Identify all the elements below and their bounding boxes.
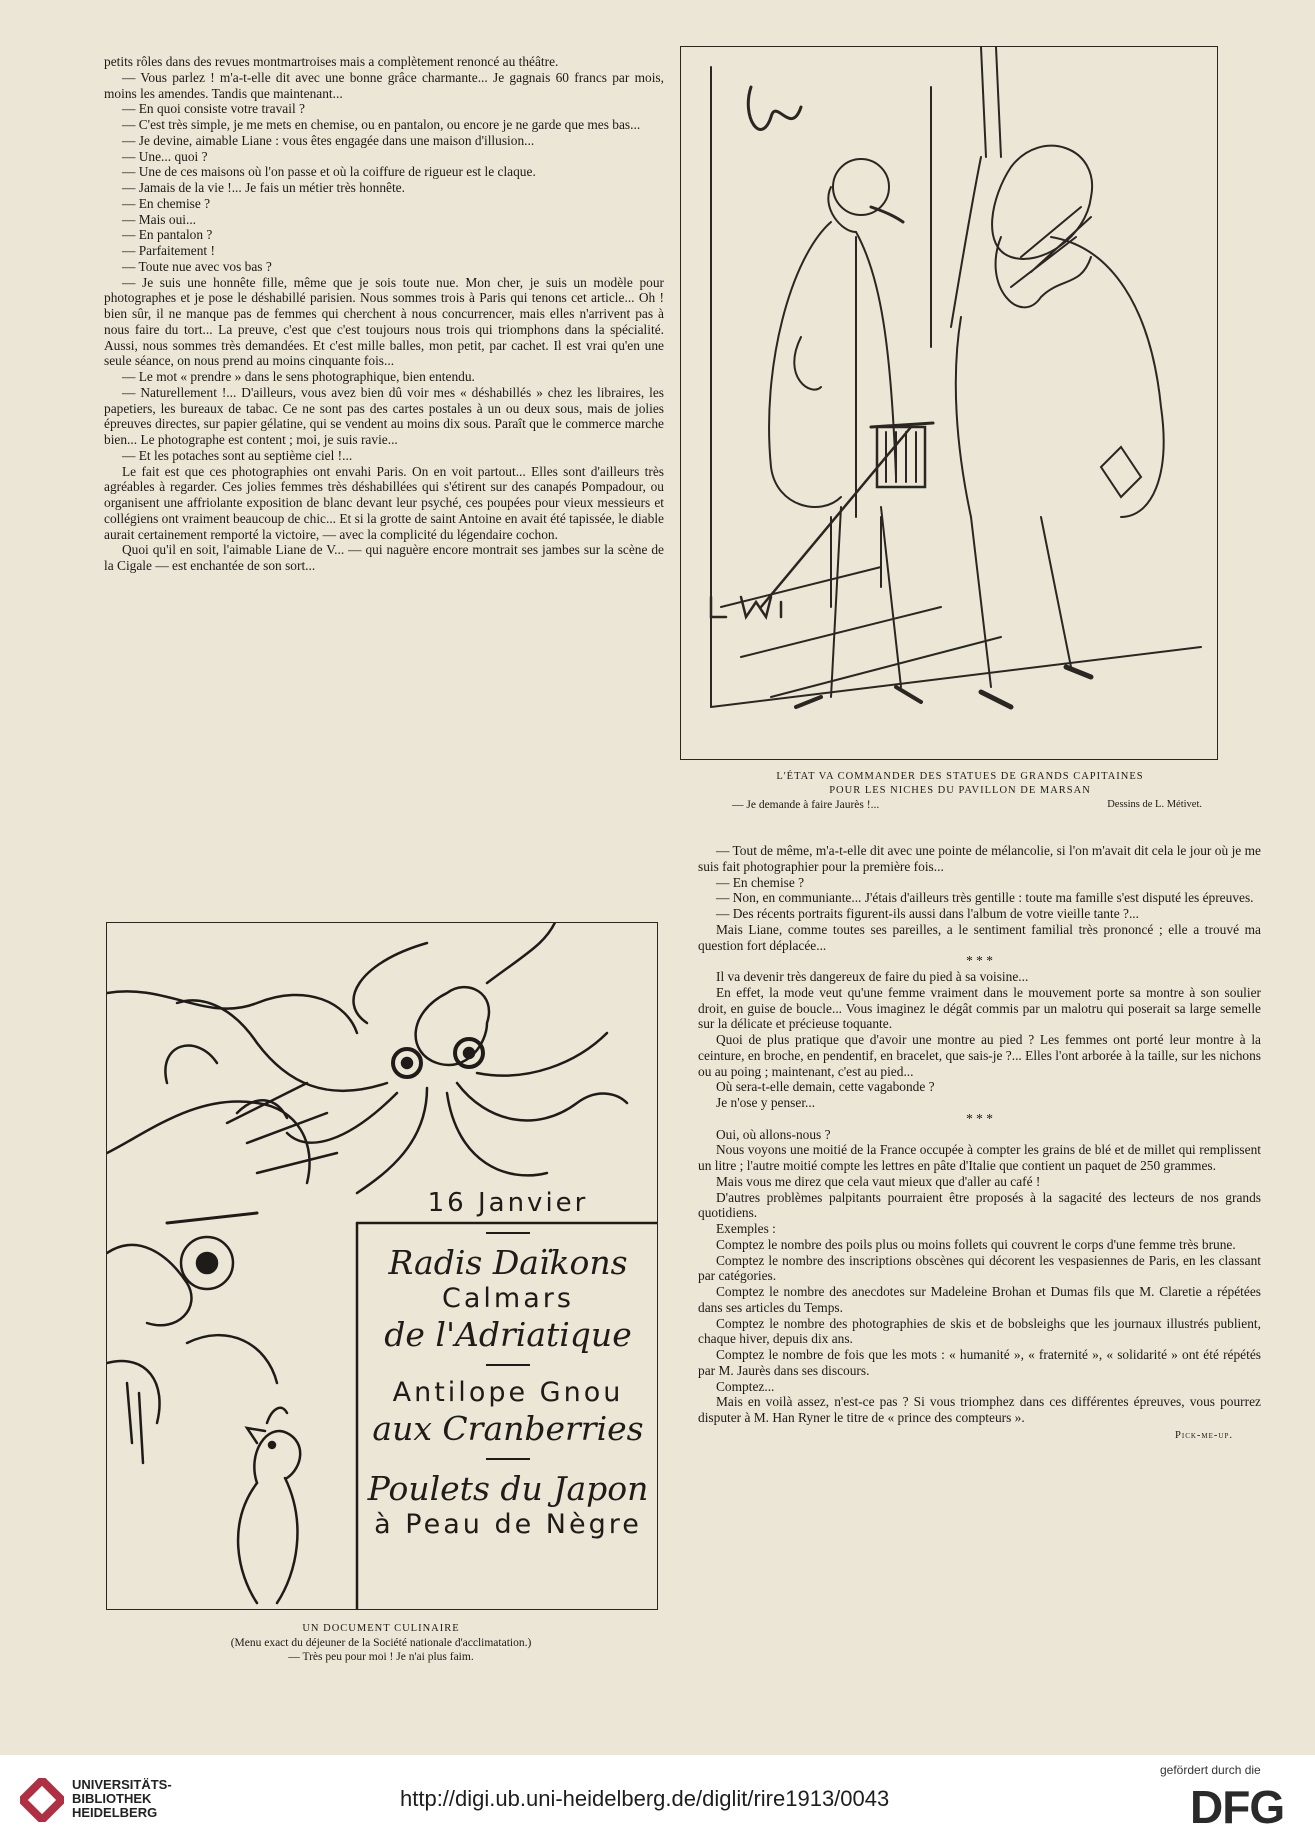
menu-caption [106,1622,656,1664]
paragraph: — Parfaitement ! [122,243,215,258]
paragraph: — En chemise ? [716,874,805,890]
paragraph: Quoi de plus pratique que d'avoir une montre au pied ? Les femmes ont porté leur montre à la ceinture, en broche, en pendentif, en bracelet, que sais-je ?... Elles l'ont arborée à la taille, sur les nichons ou au poing ; maintenant, c'est au pied... [698,1032,1261,1079]
paragraph: Nous voyons une moitié de la France occupée à compter les grains de blé et de millet qui remplissent un litre ; l'autre moitié compte les lettres en pâte d'Italie que contient un paquet de 250 grammes. [698,1142,1261,1173]
caricature-caption [680,770,1240,812]
paragraph: — En quoi consiste votre travail ? [122,101,305,117]
menu-item: Radis Daïkons [388,1243,628,1282]
menu-item: Poulets du Japon [367,1469,649,1508]
paragraph: Mais vous me direz que cela vaut mieux que d'aller au café ! [716,1173,1041,1189]
paragraph: Exemples : [716,1221,776,1236]
paragraph: petits rôles dans des revues montmartroises mais a complètement renoncé au théâtre. [104,54,559,69]
library-logo [20,1778,172,1822]
paragraph: Mais en voilà assez, n'est-ce pas ? Si vous triomphez dans ces différentes épreuves, vous pourrez disputer à M. Han Ryner le titre de « prince des compteurs ». [698,1394,1261,1425]
paragraph: — En chemise ? [122,195,211,211]
section-break: * * * [966,953,993,969]
menu-item: aux Cranberries [372,1409,644,1448]
paragraph: — Toute nue avec vos bas ? [122,258,272,274]
paragraph: — Et les potaches sont au septième ciel !... [122,447,353,463]
paragraph: Comptez le nombre de fois que les mots : « humanité », « fraternité », « solidarité » ont été répétés par M. Jaurès dans ses discours. [698,1347,1261,1378]
paragraph: — Une... quoi ? [122,148,208,164]
paragraph: Il va devenir très dangereux de faire du pied à sa voisine... [716,969,1029,984]
caption-line: POUR LES NICHES DU PAVILLON DE MARSAN [829,785,1091,796]
menu-card [360,1188,656,1542]
paragraph: Où sera-t-elle demain, cette vagabonde ? [716,1079,935,1095]
caption-sub: (Menu exact du déjeuner de la Société nationale d'acclimatation.) [230,1637,532,1649]
paragraph: Quoi qu'il en soit, l'aimable Liane de V... — qui naguère encore montrait ses jambes sur la scène de la Cigale — est enchantée de son sort... [104,542,664,573]
paragraph: — Vous parlez ! m'a-t-elle dit avec une bonne grâce charmante... Je gagnais 60 francs par mois, moins les amendes. Tandis que maintenant... [104,69,664,101]
right-column-text [698,843,1261,1444]
menu-item: de l'Adriatique [384,1315,632,1354]
caricature-drawing [681,47,1217,759]
menu-item: Antilope Gnou [392,1377,624,1408]
author-name: Pick-me-up. [1175,1429,1233,1441]
paragraph: Comptez le nombre des photographies de skis et de bobsleighs que les journaux illustrés publient, chaque hiver, depuis dix ans. [698,1315,1261,1347]
funder-label: gefördert durch die [1160,1763,1261,1777]
paragraph: Comptez le nombre des inscriptions obscènes qui décorent les vespasiennes de Paris, en les classant par catégories. [698,1252,1261,1284]
menu-date: 16 Janvier [427,1188,589,1218]
paragraph: D'autres problèmes palpitants pourraient être proposés à la sagacité des lecteurs de nos grands quotidiens. [698,1189,1261,1221]
paragraph: — Une de ces maisons où l'on passe et où la coiffure de rigueur est le claque. [122,164,536,180]
caption-quote: — Très peu pour moi ! Je n'ai plus faim. [288,1651,474,1663]
author-signature [698,1426,1261,1444]
caption-title: UN DOCUMENT CULINAIRE [302,1623,460,1634]
paragraph: Oui, où allons-nous ? [716,1126,831,1142]
caption-credit: Dessins de L. Métivet. [1107,799,1202,810]
institution-line: HEIDELBERG [72,1805,158,1820]
library-emblem-icon [20,1778,64,1822]
menu-divider [486,1364,530,1366]
section-break: * * * [966,1110,993,1126]
menu-item: à Peau de Nègre [374,1509,642,1540]
paragraph: — Des récents portraits figurent-ils aussi dans l'album de votre vieille tante ?... [716,906,1139,921]
paragraph: — Le mot « prendre » dans le sens photographique, bien entendu. [122,369,475,384]
paragraph: — Je devine, aimable Liane : vous êtes engagée dans une maison d'illusion... [122,132,535,148]
institution-line: UNIVERSITÄTS- [72,1777,172,1792]
paragraph: — C'est très simple, je me mets en chemise, ou en pantalon, ou encore je ne garde que mes bas... [122,117,641,132]
paragraph: Je n'ose y penser... [716,1095,816,1110]
caption-line: L'ÉTAT VA COMMANDER DES STATUES DE GRANDS CAPITAINES [776,771,1144,782]
paragraph: Comptez le nombre des poils plus ou moins follets qui couvrent le corps d'une femme très brune. [716,1236,1236,1252]
paragraph: — Je suis une honnête fille, même que je sois toute nue. Mon cher, je suis un modèle pour photographes et je pose le déshabillé parisien. Nous sommes trois à Paris qui tenons cet article... Oh ! bien sûr, il ne manque pas de femmes qui cherchent à nous concurrencer, mais elles n'arrivent pas à nous faire du tort... La preuve, c'est que c'est toujours nous trois qui triomphons dans la spécialité. Aussi, nous sommes très demandées. Et c'est mille balles, mon petit, par cachet. Il est vrai qu'en une seule séance, on nous prend au moins cinquante fois... [104,274,664,369]
dfg-logo: DFG [1190,1781,1285,1833]
paragraph: — Jamais de la vie !... Je fais un métier très honnête. [122,180,405,195]
paragraph: Le fait est que ces photographies ont envahi Paris. On en voit partout... Elles sont d'ailleurs très agréables à regarder. Ces jolies femmes très déshabillées qui s'étirent sur des canapés Pompadour, ou organisent une affriolante exposition de blanc devant leur psyché, ces poupées pour vieux messieurs et collégiens ont vraiment beaucoup de chic... Et si la grotte de saint Antoine en avait été tapissée, le diable aurait certainement remporté la victoire, — avec la complicité du légendaire cochon. [104,463,664,542]
menu-divider [486,1458,530,1460]
paragraph: — Tout de même, m'a-t-elle dit avec une pointe de mélancolie, si l'on m'avait dit cela le jour où je me suis fait photographier pour la première fois... [698,843,1261,874]
menu-divider [486,1232,530,1234]
menu-item: Calmars [442,1283,574,1314]
paragraph: En effet, la mode veut qu'une femme vraiment dans le mouvement porte sa montre à son soulier droit, en guise de boucle... Vous imaginez le dégât commis par un malotru qui poserait sa large semelle sur la délicate et précieuse toquante. [698,984,1261,1032]
paragraph: Comptez le nombre des anecdotes sur Madeleine Brohan et Dumas fils que M. Claretie a répétées dans ses articles du Temps. [698,1284,1261,1315]
caption-quote: — Je demande à faire Jaurès !... [732,799,880,811]
institution-line: BIBLIOTHEK [72,1791,152,1806]
paragraph: Comptez... [716,1378,775,1394]
paragraph: — Non, en communiante... J'étais d'ailleurs très gentille : toute ma famille s'est disputé les épreuves. [716,890,1254,906]
paragraph: — Mais oui... [122,211,197,227]
caricature-illustration [680,46,1218,760]
permalink-url[interactable]: http://digi.ub.uni-heidelberg.de/diglit/rire1913/0043 [400,1786,890,1811]
paragraph: — Naturellement !... D'ailleurs, vous avez bien dû voir mes « déshabillés » chez les libraires, les papetiers, les bureaux de tabac. Ce ne sont pas des cartes postales à un ou deux sous, mais de jolies épreuves directes, sur papier gélatine, qui se vendent au moins dix sous. Paraît que le commerce marche bien... Le photographe est content ; moi, je suis ravie... [104,384,664,447]
paragraph: Mais Liane, comme toutes ses pareilles, a le sentiment familial très prononcé ; elle a trouvé ma question fort déplacée... [698,921,1261,953]
left-column-text [104,54,664,574]
paragraph: — En pantalon ? [122,227,213,243]
